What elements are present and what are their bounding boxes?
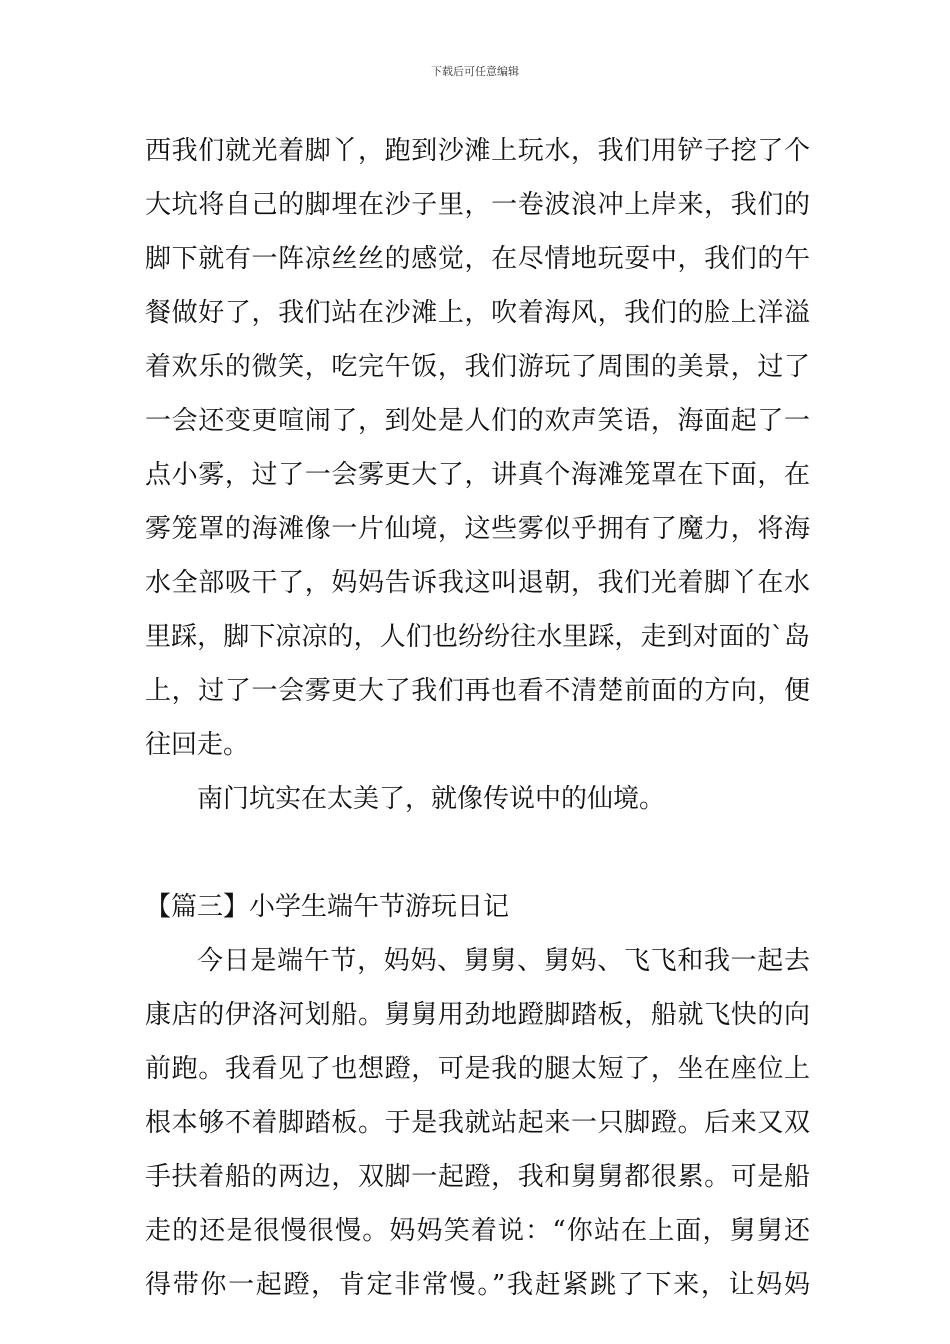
- paragraph-line: 里踩，脚下凉凉的，人们也纷纷往水里踩，走到对面的`岛: [145, 622, 810, 652]
- paragraph-line: 脚下就有一阵凉丝丝的感觉，在尽情地玩耍中，我们的午: [145, 244, 810, 274]
- paragraph-spacer: [145, 826, 810, 880]
- paragraph-line: 西我们就光着脚丫，跑到沙滩上玩水，我们用铲子挖了个: [145, 136, 810, 166]
- paragraph-line: 得带你一起蹬，肯定非常慢。”我赶紧跳了下来，让妈妈: [145, 1270, 810, 1300]
- paragraph-line: 餐做好了，我们站在沙滩上，吹着海风，我们的脸上洋溢: [145, 298, 810, 328]
- paragraph-line: 手扶着船的两边，双脚一起蹬，我和舅舅都很累。可是船: [145, 1162, 810, 1192]
- document-body: [145, 124, 810, 1312]
- paragraph-line: 着欢乐的微笑，吃完午饭，我们游玩了周围的美景，过了: [145, 352, 810, 382]
- paragraph-line: 根本够不着脚踏板。于是我就站起来一只脚蹬。后来又双: [145, 1108, 810, 1138]
- paragraph-line: 水全部吸干了，妈妈告诉我这叫退朝，我们光着脚丫在水: [145, 568, 810, 598]
- paragraph-line: 大坑将自己的脚埋在沙子里，一卷波浪冲上岸来，我们的: [145, 190, 810, 220]
- paragraph-line: 走的还是很慢很慢。妈妈笑着说：“你站在上面，舅舅还: [145, 1216, 810, 1246]
- paragraph-line: 点小雾，过了一会雾更大了，讲真个海滩笼罩在下面，在: [145, 460, 810, 490]
- paragraph-line: 南门坑实在太美了，就像传说中的仙境。: [197, 784, 666, 814]
- paragraph-line: 今日是端午节，妈妈、舅舅、舅妈、飞飞和我一起去: [197, 946, 810, 976]
- page-header: 下载后可任意编辑: [431, 65, 519, 78]
- paragraph-line: 康店的伊洛河划船。舅舅用劲地蹬脚踏板，船就飞快的向: [145, 1000, 810, 1030]
- paragraph-line: 雾笼罩的海滩像一片仙境，这些雾似乎拥有了魔力，将海: [145, 514, 810, 544]
- paragraph-line: 上，过了一会雾更大了我们再也看不清楚前面的方向，便: [145, 676, 810, 706]
- paragraph-line: 往回走。: [145, 730, 250, 760]
- paragraph-line: 前跑。我看见了也想蹬，可是我的腿太短了，坐在座位上: [145, 1054, 810, 1084]
- paragraph-line: 一会还变更喧闹了，到处是人们的欢声笑语，海面起了一: [145, 406, 810, 436]
- section-title: 【篇三】小学生端午节游玩日记: [145, 892, 510, 922]
